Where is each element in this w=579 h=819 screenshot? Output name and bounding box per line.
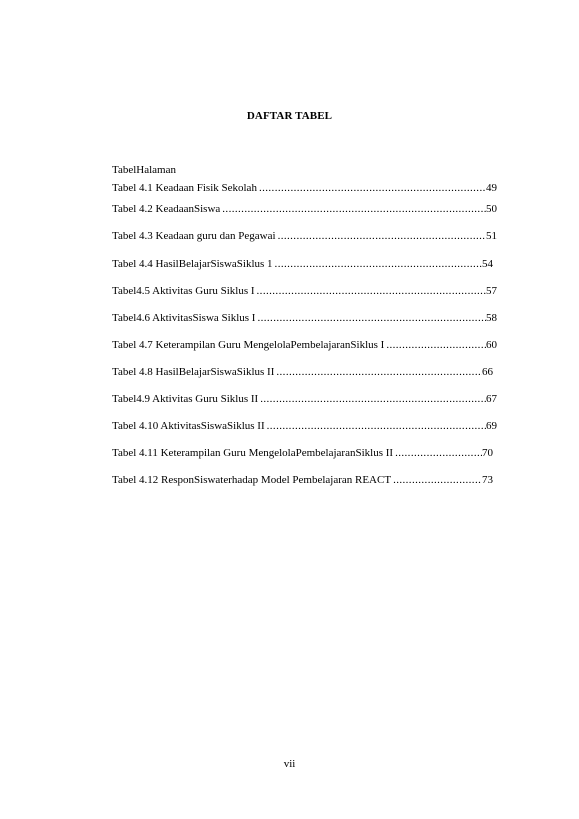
list-header: TabelHalaman bbox=[112, 164, 176, 176]
list-item bbox=[112, 366, 493, 378]
dot-leader bbox=[384, 339, 486, 351]
list-item bbox=[112, 474, 493, 486]
dot-leader bbox=[391, 474, 482, 486]
entry-page: 54 bbox=[482, 258, 493, 270]
entry-label: Tabel 4.2 KeadaanSiswa bbox=[112, 203, 221, 215]
entry-label: Tabel 4.12 ResponSiswaterhadap Model Pembelajaran REACT bbox=[112, 474, 392, 486]
entry-page: 66 bbox=[482, 366, 493, 378]
dot-leader bbox=[276, 230, 486, 242]
list-item bbox=[112, 203, 497, 215]
entry-page: 58 bbox=[486, 312, 497, 324]
dot-leader bbox=[255, 285, 486, 297]
entry-label: Tabel4.5 Aktivitas Guru Siklus I bbox=[112, 285, 255, 297]
list-item bbox=[112, 285, 497, 297]
entry-label: Tabel 4.3 Keadaan guru dan Pegawai bbox=[112, 230, 276, 242]
entry-label: Tabel4.9 Aktivitas Guru Siklus II bbox=[112, 393, 259, 405]
entry-label: Tabel 4.8 HasilBelajarSiswaSiklus II bbox=[112, 366, 275, 378]
entry-label: Tabel 4.1 Keadaan Fisik Sekolah bbox=[112, 182, 257, 194]
page-number: vii bbox=[283, 758, 296, 770]
entry-page: 51 bbox=[486, 230, 497, 242]
dot-leader bbox=[257, 182, 486, 194]
dot-leader bbox=[274, 366, 482, 378]
page-title: DAFTAR TABEL bbox=[246, 110, 333, 122]
list-item bbox=[112, 447, 493, 459]
entry-label: Tabel 4.4 HasilBelajarSiswaSiklus 1 bbox=[112, 258, 273, 270]
dot-leader bbox=[265, 420, 486, 432]
dot-leader bbox=[393, 447, 482, 459]
entry-page: 70 bbox=[482, 447, 493, 459]
entry-page: 49 bbox=[486, 182, 497, 194]
entry-page: 67 bbox=[486, 393, 497, 405]
entry-label: Tabel 4.7 Keterampilan Guru MengelolaPembelajaranSiklus I bbox=[112, 339, 385, 351]
entry-label: Tabel 4.10 AktivitasSiswaSiklus II bbox=[112, 420, 265, 432]
entry-page: 60 bbox=[486, 339, 497, 351]
list-item bbox=[112, 420, 497, 432]
dot-leader bbox=[258, 393, 486, 405]
entry-label: Tabel 4.11 Keterampilan Guru MengelolaPembelajaranSiklus II bbox=[112, 447, 394, 459]
list-item bbox=[112, 339, 497, 351]
dot-leader bbox=[220, 203, 486, 215]
list-item bbox=[112, 393, 497, 405]
entry-page: 50 bbox=[486, 203, 497, 215]
dot-leader bbox=[273, 258, 482, 270]
entry-page: 69 bbox=[486, 420, 497, 432]
list-item bbox=[112, 258, 493, 270]
list-item bbox=[112, 182, 497, 194]
entry-label: Tabel4.6 AktivitasSiswa Siklus I bbox=[112, 312, 256, 324]
entry-page: 57 bbox=[486, 285, 497, 297]
entry-page: 73 bbox=[482, 474, 493, 486]
list-item bbox=[112, 230, 497, 242]
dot-leader bbox=[255, 312, 486, 324]
list-item bbox=[112, 312, 497, 324]
